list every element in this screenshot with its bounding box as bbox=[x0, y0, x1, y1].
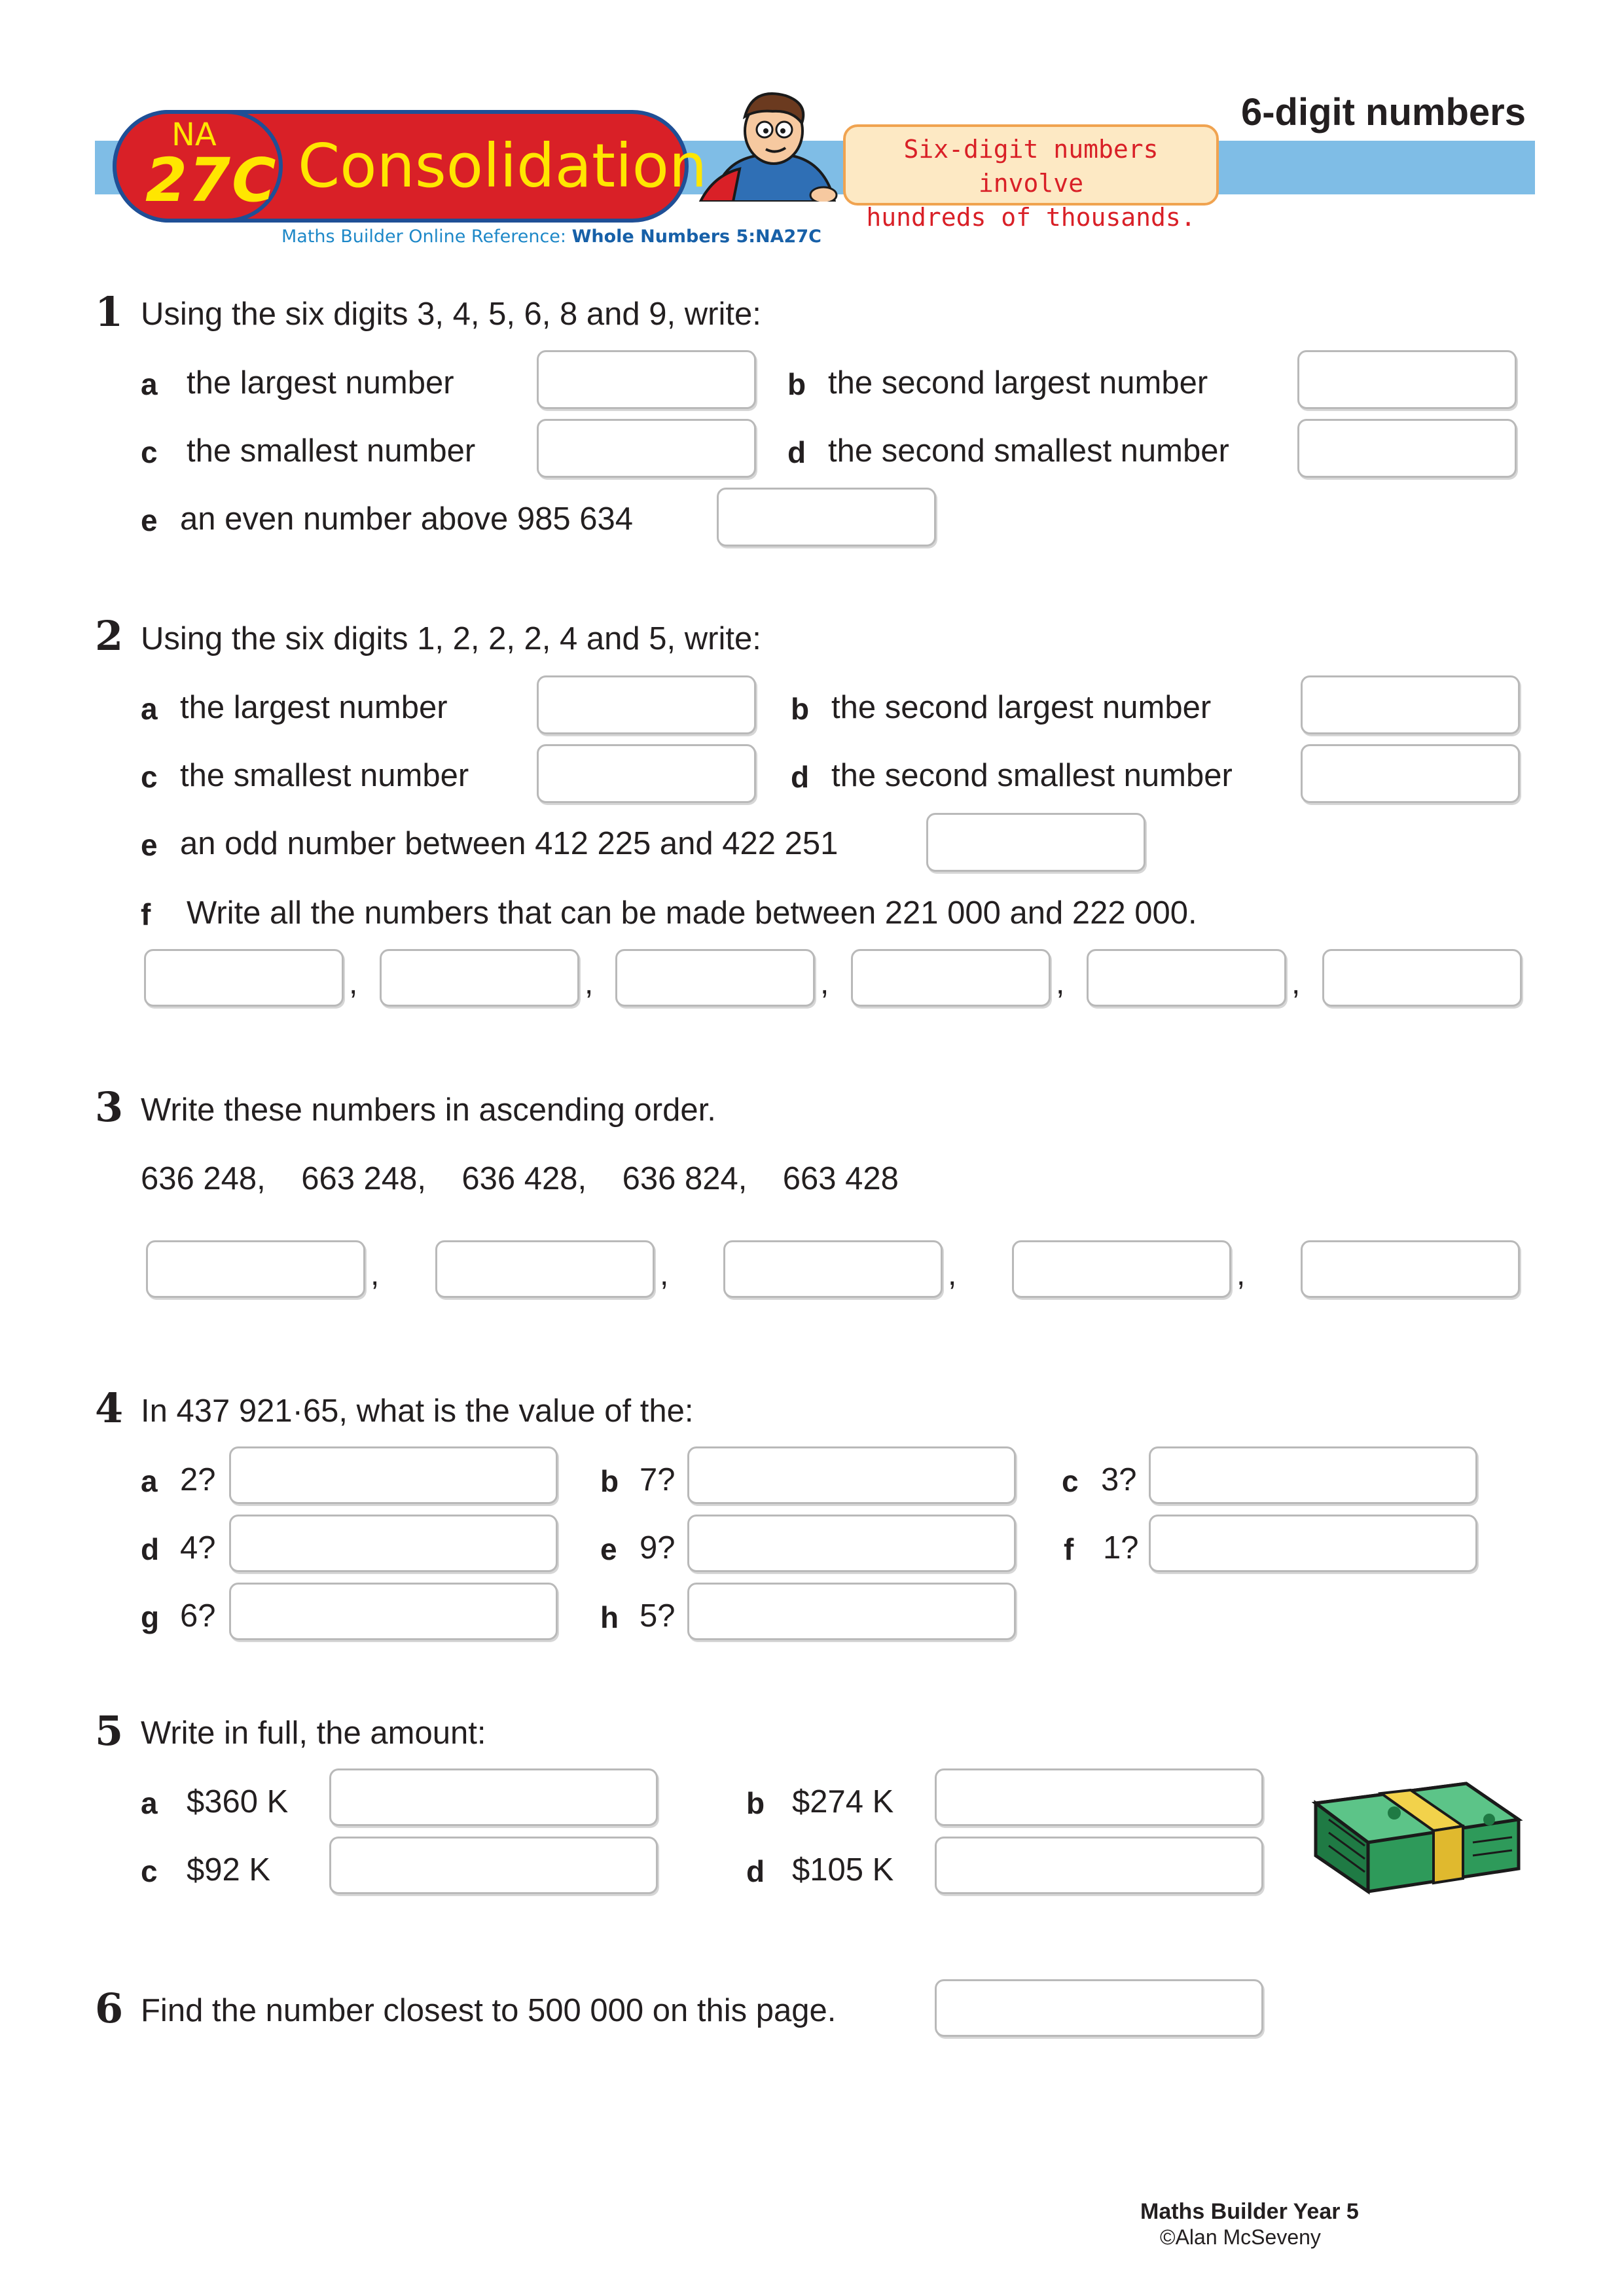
q1c-letter: c bbox=[141, 435, 158, 469]
q3-comma-1: , bbox=[370, 1257, 380, 1292]
cash-bundle-icon bbox=[1303, 1757, 1525, 1898]
q3-comma-3: , bbox=[948, 1257, 957, 1292]
q2f-comma-4: , bbox=[1056, 966, 1065, 1001]
q3-answer-box-3[interactable] bbox=[723, 1240, 943, 1298]
q5-prompt: Write in full, the amount: bbox=[141, 1715, 486, 1751]
q4e-letter: e bbox=[600, 1532, 617, 1566]
q1b-letter: b bbox=[787, 367, 806, 401]
q2a-text: the largest number bbox=[180, 690, 448, 725]
q4d-letter: d bbox=[141, 1532, 160, 1566]
q4g-answer-box[interactable] bbox=[229, 1583, 558, 1640]
footer-book-title: Maths Builder Year 5 bbox=[1140, 2199, 1359, 2224]
q5d-text: $105 K bbox=[792, 1852, 894, 1888]
q2f-comma-1: , bbox=[349, 966, 358, 1001]
q3-number: 3 bbox=[95, 1083, 124, 1131]
reference-line bbox=[281, 226, 821, 247]
q2f-text: Write all the numbers that can be made between 221 000 and 222 000. bbox=[187, 895, 1197, 931]
q1-number: 1 bbox=[95, 288, 124, 336]
q2e-letter: e bbox=[141, 828, 158, 862]
q1c-answer-box[interactable] bbox=[537, 419, 756, 478]
q3-comma-4: , bbox=[1236, 1257, 1246, 1292]
q4b-letter: b bbox=[600, 1464, 619, 1498]
q4h-letter: h bbox=[600, 1600, 619, 1634]
cartoon-boy-icon bbox=[694, 90, 851, 202]
q1d-text: the second smallest number bbox=[828, 433, 1229, 469]
q5b-answer-box[interactable] bbox=[935, 1768, 1263, 1826]
q4a-letter: a bbox=[141, 1464, 158, 1498]
q5c-letter: c bbox=[141, 1854, 158, 1888]
page-title: Consolidation bbox=[298, 131, 708, 201]
q1b-text: the second largest number bbox=[828, 365, 1208, 401]
q3-answer-box-5[interactable] bbox=[1301, 1240, 1520, 1298]
q4c-letter: c bbox=[1062, 1464, 1079, 1498]
q4e-text: 9? bbox=[640, 1530, 676, 1566]
q5c-answer-box[interactable] bbox=[329, 1837, 658, 1894]
q5b-text: $274 K bbox=[792, 1784, 894, 1820]
q3-number-list: 636 248, 663 248, 636 428, 636 824, 663 428 bbox=[141, 1161, 899, 1196]
q2c-text: the smallest number bbox=[180, 758, 469, 793]
q4b-text: 7? bbox=[640, 1462, 676, 1498]
q2f-answer-box-1[interactable] bbox=[144, 949, 344, 1007]
q5-number: 5 bbox=[95, 1707, 124, 1755]
q1-prompt: Using the six digits 3, 4, 5, 6, 8 and 9, write: bbox=[141, 296, 761, 332]
q6-number: 6 bbox=[95, 1984, 124, 2032]
tip-line-1: Six-digit numbers involve bbox=[903, 135, 1159, 198]
q6-prompt: Find the number closest to 500 000 on this page. bbox=[141, 1993, 837, 2028]
q4g-letter: g bbox=[141, 1600, 160, 1634]
topic-heading: 6-digit numbers bbox=[1240, 91, 1526, 134]
q1b-answer-box[interactable] bbox=[1297, 350, 1517, 409]
q2b-text: the second largest number bbox=[831, 690, 1212, 725]
reference-label: Maths Builder Online Reference: bbox=[281, 226, 572, 247]
code-prefix: NA bbox=[171, 117, 217, 153]
q5a-answer-box[interactable] bbox=[329, 1768, 658, 1826]
q2f-letter: f bbox=[141, 897, 151, 931]
q1e-answer-box[interactable] bbox=[717, 488, 936, 547]
q4c-text: 3? bbox=[1101, 1462, 1137, 1498]
q3-prompt: Write these numbers in ascending order. bbox=[141, 1092, 716, 1128]
q5a-letter: a bbox=[141, 1786, 158, 1820]
code-number: 27C bbox=[145, 145, 278, 215]
q5c-text: $92 K bbox=[187, 1852, 271, 1888]
q4a-answer-box[interactable] bbox=[229, 1446, 558, 1504]
q2f-comma-5: , bbox=[1291, 966, 1301, 1001]
q4h-answer-box[interactable] bbox=[687, 1583, 1016, 1640]
q2b-letter: b bbox=[791, 692, 810, 726]
q2d-text: the second smallest number bbox=[831, 758, 1233, 793]
footer-copyright: ©Alan McSeveny bbox=[1160, 2225, 1321, 2249]
q2c-letter: c bbox=[141, 760, 158, 794]
q4f-answer-box[interactable] bbox=[1149, 1515, 1477, 1572]
q2f-answer-box-6[interactable] bbox=[1322, 949, 1522, 1007]
q2f-comma-2: , bbox=[585, 966, 594, 1001]
q2f-comma-3: , bbox=[820, 966, 829, 1001]
q4c-answer-box[interactable] bbox=[1149, 1446, 1477, 1504]
q1e-letter: e bbox=[141, 503, 158, 537]
q4d-text: 4? bbox=[180, 1530, 216, 1566]
q2b-answer-box[interactable] bbox=[1301, 675, 1520, 734]
q1a-text: the largest number bbox=[187, 365, 454, 401]
q2-number: 2 bbox=[95, 612, 124, 660]
q2f-answer-box-3[interactable] bbox=[615, 949, 815, 1007]
q4g-text: 6? bbox=[180, 1598, 216, 1634]
q3-comma-2: , bbox=[660, 1257, 669, 1292]
q1c-text: the smallest number bbox=[187, 433, 476, 469]
q2f-answer-box-2[interactable] bbox=[380, 949, 579, 1007]
q2e-text: an odd number between 412 225 and 422 251 bbox=[180, 826, 839, 861]
q2f-answer-box-5[interactable] bbox=[1087, 949, 1286, 1007]
q4d-answer-box[interactable] bbox=[229, 1515, 558, 1572]
q2d-letter: d bbox=[791, 760, 810, 794]
q5a-text: $360 K bbox=[187, 1784, 289, 1820]
q2e-answer-box[interactable] bbox=[926, 813, 1146, 872]
q4e-answer-box[interactable] bbox=[687, 1515, 1016, 1572]
q2f-answer-box-4[interactable] bbox=[851, 949, 1051, 1007]
q2a-letter: a bbox=[141, 692, 158, 726]
tip-line-2: hundreds of thousands. bbox=[866, 203, 1196, 232]
q1d-letter: d bbox=[787, 435, 806, 469]
q1d-answer-box[interactable] bbox=[1297, 419, 1517, 478]
q2-prompt: Using the six digits 1, 2, 2, 2, 4 and 5, write: bbox=[141, 621, 761, 656]
q3-answer-box-1[interactable] bbox=[146, 1240, 365, 1298]
q4b-answer-box[interactable] bbox=[687, 1446, 1016, 1504]
q4a-text: 2? bbox=[180, 1462, 216, 1498]
q6-answer-box[interactable] bbox=[935, 1979, 1263, 2037]
q1a-letter: a bbox=[141, 367, 158, 401]
q1e-text: an even number above 985 634 bbox=[180, 501, 633, 537]
q5b-letter: b bbox=[746, 1786, 765, 1820]
q5d-letter: d bbox=[746, 1854, 765, 1888]
reference-value: Whole Numbers 5:NA27C bbox=[571, 226, 821, 247]
q4-number: 4 bbox=[95, 1384, 124, 1432]
q4f-letter: f bbox=[1064, 1532, 1074, 1566]
q5d-answer-box[interactable] bbox=[935, 1837, 1263, 1894]
q1a-answer-box[interactable] bbox=[537, 350, 756, 409]
q2a-answer-box[interactable] bbox=[537, 675, 756, 734]
q2d-answer-box[interactable] bbox=[1301, 744, 1520, 803]
q3-answer-box-4[interactable] bbox=[1012, 1240, 1231, 1298]
q2c-answer-box[interactable] bbox=[537, 744, 756, 803]
q4h-text: 5? bbox=[640, 1598, 676, 1634]
q4f-text: 1? bbox=[1103, 1530, 1139, 1566]
q4-prompt: In 437 921·65, what is the value of the: bbox=[141, 1393, 694, 1429]
q3-answer-box-2[interactable] bbox=[435, 1240, 655, 1298]
tip-bubble bbox=[843, 124, 1219, 232]
